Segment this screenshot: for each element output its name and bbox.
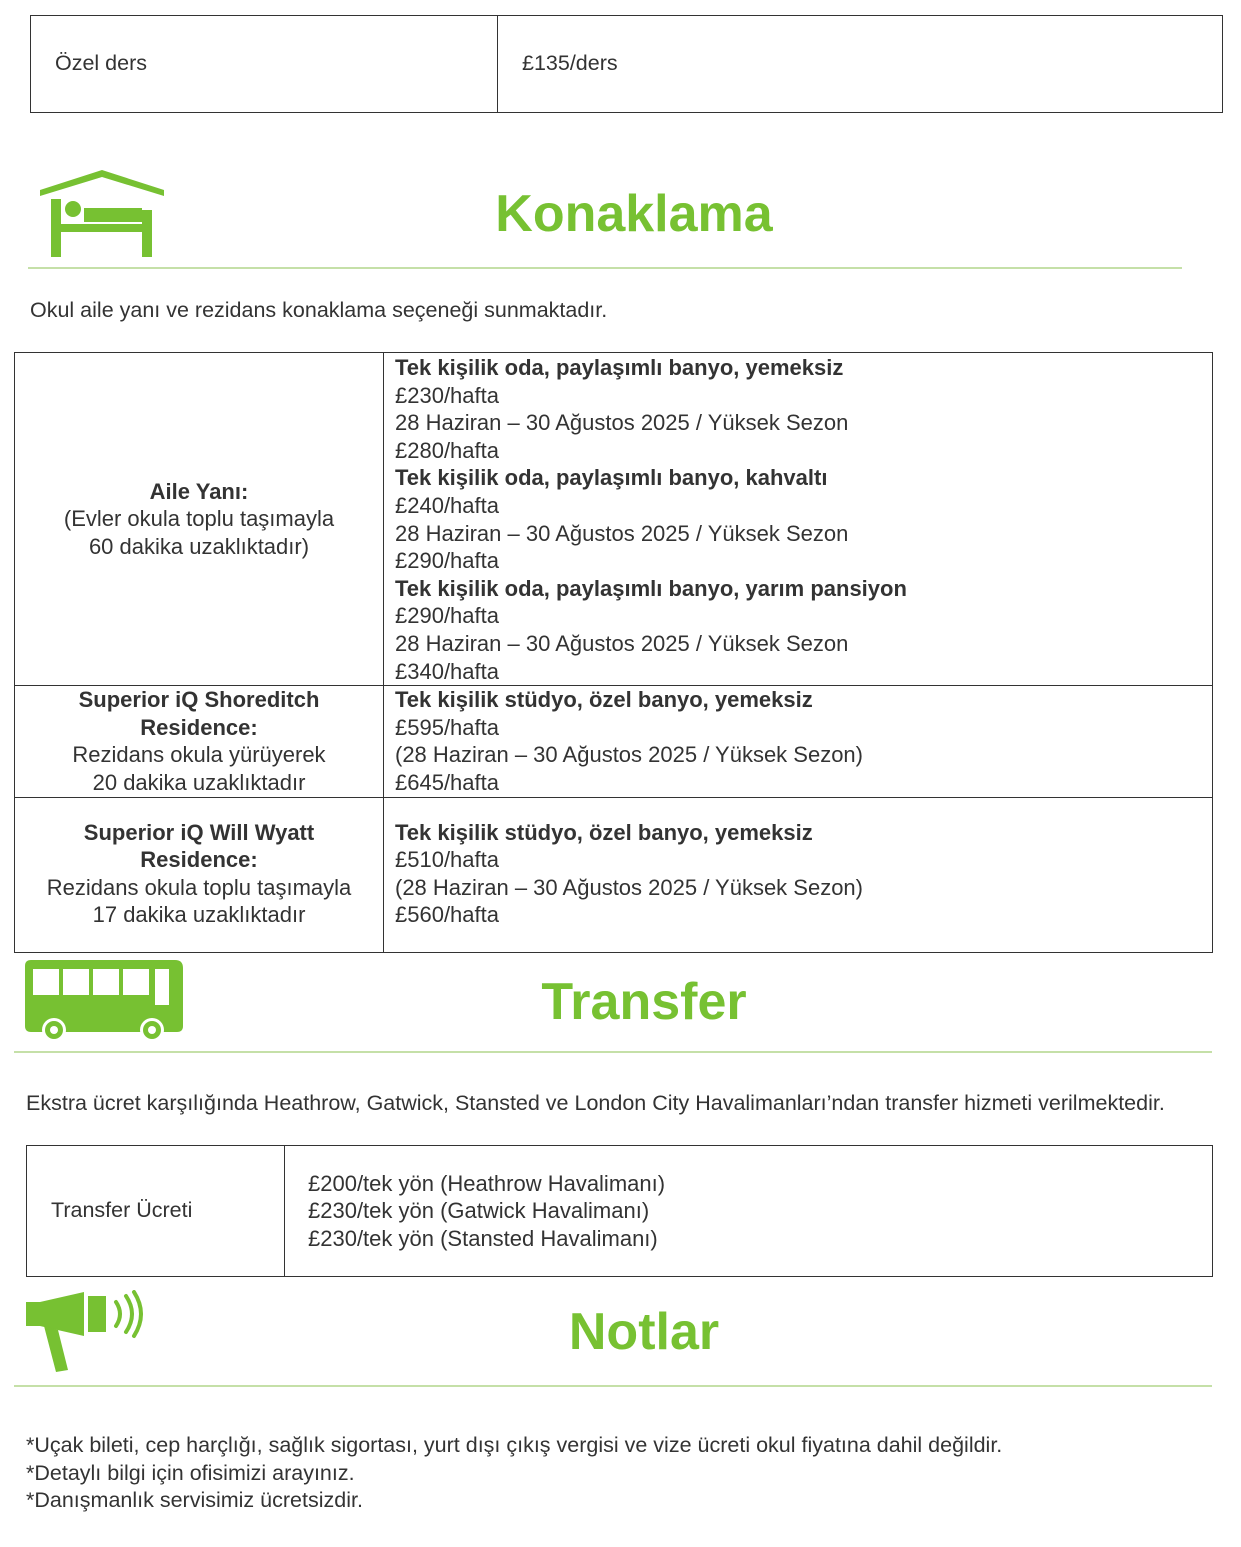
accommodation-intro: Okul aile yanı ve rezidans konaklama seçeneği sunmaktadır. — [30, 298, 608, 322]
family-option1-price: £230/hafta — [395, 382, 499, 408]
bus-icon — [25, 960, 184, 1044]
willwyatt-name-cell — [15, 797, 384, 952]
willwyatt-option-season: (28 Haziran – 30 Ağustos 2025 / Yüksek Sezon) — [395, 874, 863, 900]
note-item: *Uçak bileti, cep harçlığı, sağlık sigortası, yurt dışı çıkış vergisi ve vize ücreti okul fiyatına dahil değildir. — [26, 1433, 1003, 1457]
accommodation-row-shoreditch — [15, 686, 1213, 797]
family-option2-season: 28 Haziran – 30 Ağustos 2025 / Yüksek Sezon — [395, 520, 849, 546]
shoreditch-option-season: (28 Haziran – 30 Ağustos 2025 / Yüksek Sezon) — [395, 742, 863, 768]
family-desc-line1: (Evler okula toplu taşımayla — [63, 506, 335, 532]
family-option1-title: Tek kişilik oda, paylaşımlı banyo, yemeksiz — [395, 355, 844, 380]
note-item: *Detaylı bilgi için ofisimizi arayınız. — [26, 1460, 355, 1485]
transfer-price-gatwick: £230/tek yön (Gatwick Havalimanı) — [308, 1198, 650, 1224]
shoreditch-desc-line2: 20 dakika uzaklıktadır — [92, 769, 306, 795]
note-item: *Danışmanlık servisimiz ücretsizdir. — [26, 1488, 363, 1512]
notes-title: Notlar — [568, 1303, 720, 1361]
shoreditch-option-season-price: £645/hafta — [395, 769, 499, 795]
shoreditch-name-line1: Superior iQ Shoreditch — [78, 687, 320, 713]
shoreditch-name-cell — [15, 686, 384, 797]
shoreditch-option-price: £595/hafta — [395, 714, 499, 740]
notes-list — [26, 1432, 1216, 1515]
shoreditch-name-line2: Residence: — [140, 714, 258, 740]
transfer-intro: Ekstra ücret karşılığında Heathrow, Gatwick, Stansted ve London City Havalimanları’ndan transfer hizmeti verilmektedir. — [26, 1091, 1165, 1115]
family-option2-title: Tek kişilik oda, paylaşımlı banyo, kahvaltı — [395, 465, 828, 491]
family-option3-season-price: £340/hafta — [395, 658, 499, 684]
megaphone-icon — [26, 1290, 144, 1374]
accommodation-title: Konaklama — [495, 185, 773, 243]
willwyatt-name-line1: Superior iQ Will Wyatt — [83, 819, 315, 845]
accommodation-row-will-wyatt — [15, 797, 1213, 952]
accommodation-divider — [28, 267, 1182, 269]
family-option1-season: 28 Haziran – 30 Ağustos 2025 / Yüksek Sezon — [395, 410, 849, 436]
transfer-prices-cell — [285, 1146, 1213, 1277]
accommodation-row-family — [15, 353, 1213, 686]
family-options-cell — [384, 353, 1213, 686]
lesson-label-cell — [31, 16, 498, 113]
family-option3-season: 28 Haziran – 30 Ağustos 2025 / Yüksek Sezon — [395, 630, 849, 656]
transfer-divider — [14, 1051, 1212, 1053]
willwyatt-option-title: Tek kişilik stüdyo, özel banyo, yemeksiz — [395, 819, 813, 845]
shoreditch-options-cell — [384, 686, 1213, 797]
transfer-label-cell — [27, 1146, 285, 1277]
lesson-price-cell — [498, 16, 1223, 113]
shoreditch-option-title: Tek kişilik stüdyo, özel banyo, yemeksiz — [395, 687, 813, 713]
transfer-label: Transfer Ücreti — [51, 1198, 193, 1223]
willwyatt-option-season-price: £560/hafta — [395, 902, 499, 928]
willwyatt-options-cell — [384, 797, 1213, 952]
lesson-label: Özel ders — [55, 51, 148, 76]
transfer-price-heathrow: £200/tek yön (Heathrow Havalimanı) — [308, 1170, 666, 1196]
willwyatt-option-price: £510/hafta — [395, 847, 499, 873]
family-option1-season-price: £280/hafta — [395, 437, 499, 463]
lesson-price: £135/ders — [522, 51, 618, 76]
accommodation-table — [14, 352, 1213, 953]
lesson-table — [30, 15, 1223, 113]
willwyatt-name-line2: Residence: — [140, 847, 258, 873]
willwyatt-desc-line1: Rezidans okula toplu taşımayla — [46, 874, 352, 900]
shoreditch-desc-line1: Rezidans okula yürüyerek — [72, 742, 326, 768]
family-option2-season-price: £290/hafta — [395, 548, 499, 574]
family-name-cell — [15, 353, 384, 686]
transfer-title: Transfer — [541, 973, 747, 1031]
family-option3-title: Tek kişilik oda, paylaşımlı banyo, yarım pansiyon — [395, 575, 907, 601]
transfer-price-stansted: £230/tek yön (Stansted Havalimanı) — [308, 1225, 658, 1251]
willwyatt-desc-line2: 17 dakika uzaklıktadır — [92, 902, 306, 928]
notes-divider — [14, 1385, 1212, 1387]
family-desc-line2: 60 dakika uzaklıktadır) — [88, 533, 310, 559]
transfer-table — [26, 1145, 1213, 1277]
bed-icon — [40, 170, 164, 258]
family-option3-price: £290/hafta — [395, 603, 499, 629]
family-name: Aile Yanı: — [149, 478, 249, 504]
family-option2-price: £240/hafta — [395, 492, 499, 518]
